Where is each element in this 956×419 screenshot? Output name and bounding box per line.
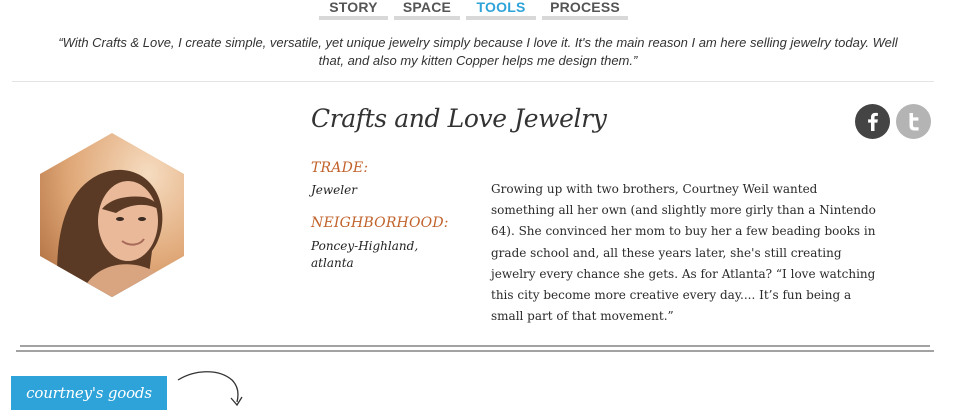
maker-portrait — [40, 133, 184, 297]
section-divider — [16, 343, 934, 355]
shop-title: Crafts and Love Jewelry — [311, 104, 607, 133]
section-tabs — [0, 0, 956, 22]
twitter-icon — [896, 104, 931, 139]
tab-story[interactable]: STORY — [319, 0, 388, 20]
neighborhood-value: Poncey-Highland, atlanta — [311, 239, 419, 270]
top-divider — [12, 81, 934, 82]
courtneys-goods-button[interactable]: courtney's goods — [11, 376, 167, 410]
maker-bio: Growing up with two brothers, Courtney Weil wanted something all her own (and slightly more girly than a Nintendo 64). She convinced her mom to buy her a few beading books in grade school and, all these years later, she's still creating jewelry every chance she gets. As for Atlanta? “I love watching this city become more creative every day.... It’s fun being a small part of that movement.” — [491, 182, 876, 324]
face-shape — [98, 181, 158, 261]
neighborhood-label: NEIGHBORHOOD: — [311, 215, 449, 231]
maker-quote: “With Crafts & Love, I create simple, versatile, yet unique jewelry simply because I love it. It's the main reason I am here selling jewelry today. Well that, and also my kitten Copper helps me design them.” — [58, 35, 898, 68]
tab-process[interactable]: PROCESS — [542, 0, 628, 20]
facebook-icon — [855, 104, 890, 139]
trade-label: TRADE: — [311, 160, 369, 176]
facebook-share-button[interactable] — [855, 104, 890, 139]
curved-arrow-icon — [176, 368, 248, 410]
trade-value: Jeweler — [311, 183, 357, 197]
twitter-share-button[interactable] — [896, 104, 931, 139]
tab-space[interactable]: SPACE — [394, 0, 460, 20]
tab-tools[interactable]: TOOLS — [466, 0, 536, 20]
